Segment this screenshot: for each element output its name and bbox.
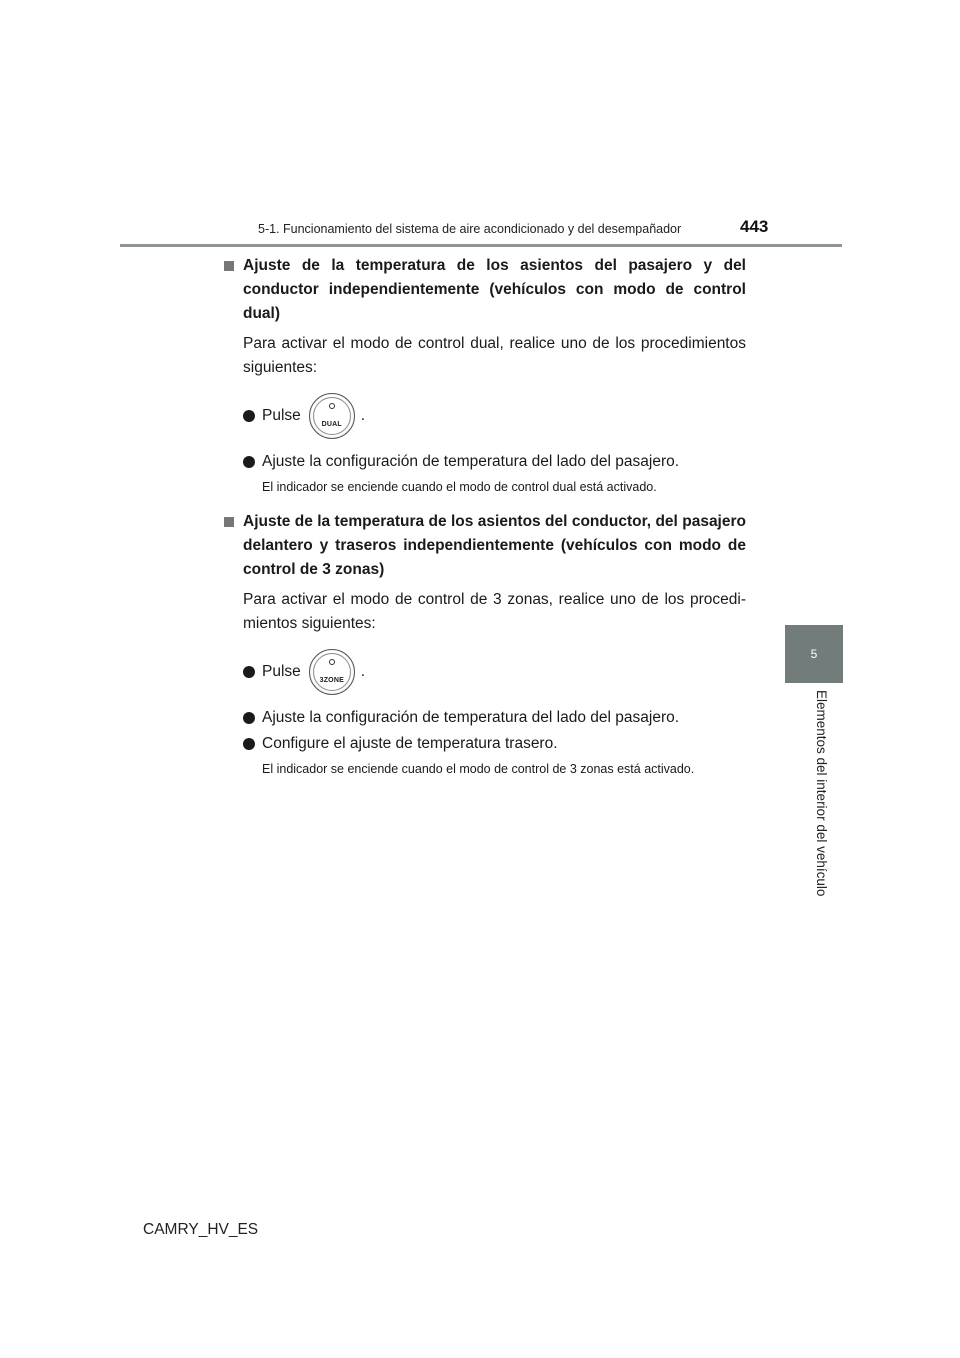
square-bullet-icon (224, 261, 234, 271)
section-heading: Ajuste de la temperatura de los asientos del pasajero y del conductor independientemente (vehículos con modo de control dual) (224, 254, 746, 326)
bullet-dot-icon (243, 410, 255, 422)
main-content (224, 250, 746, 778)
list-item: Pulse 3ZONE . (224, 640, 746, 704)
note-text: El indicador se enciende cuando el modo de control dual está activado. (262, 480, 657, 494)
list-item: Configure el ajuste de temperatura trasero. (224, 732, 746, 756)
chapter-number: 5 (810, 647, 818, 661)
section-intro: Para activar el modo de control dual, realice uno de los procedimientos siguientes: (243, 335, 746, 376)
bullet-dot-icon (243, 712, 255, 724)
bullet-dot-icon (243, 456, 255, 468)
running-header: 5-1. Funcionamiento del sistema de aire acondicionado y del desempañador (258, 222, 682, 236)
list-item: Ajuste la configuración de temperatura del lado del pasajero. (224, 706, 746, 730)
bullet-dot-icon (243, 738, 255, 750)
chapter-title: Elementos del interior del vehículo (814, 690, 829, 897)
list-item: Pulse DUAL . (224, 384, 746, 448)
square-bullet-icon (224, 517, 234, 527)
3zone-button-icon: 3ZONE (309, 649, 355, 695)
document-code: CAMRY_HV_ES (143, 1221, 259, 1238)
dual-button-icon: DUAL (309, 393, 355, 439)
section-heading: Ajuste de la temperatura de los asientos del conductor, del pasajero delantero y traseros independientemente (vehículos con modo de control de 3 zonas) (224, 510, 746, 582)
bullet-dot-icon (243, 666, 255, 678)
page-number: 443 (740, 217, 769, 236)
section-intro: Para activar el modo de control de 3 zonas, realice uno de los procedi-mientos siguientes: (243, 591, 746, 632)
note-text: El indicador se enciende cuando el modo de control de 3 zonas está activado. (262, 762, 695, 776)
list-item: Ajuste la configuración de temperatura del lado del pasajero. (224, 450, 746, 474)
header-divider (120, 244, 842, 247)
chapter-tab (785, 625, 843, 683)
indicator-led-icon (329, 403, 335, 409)
indicator-led-icon (329, 659, 335, 665)
